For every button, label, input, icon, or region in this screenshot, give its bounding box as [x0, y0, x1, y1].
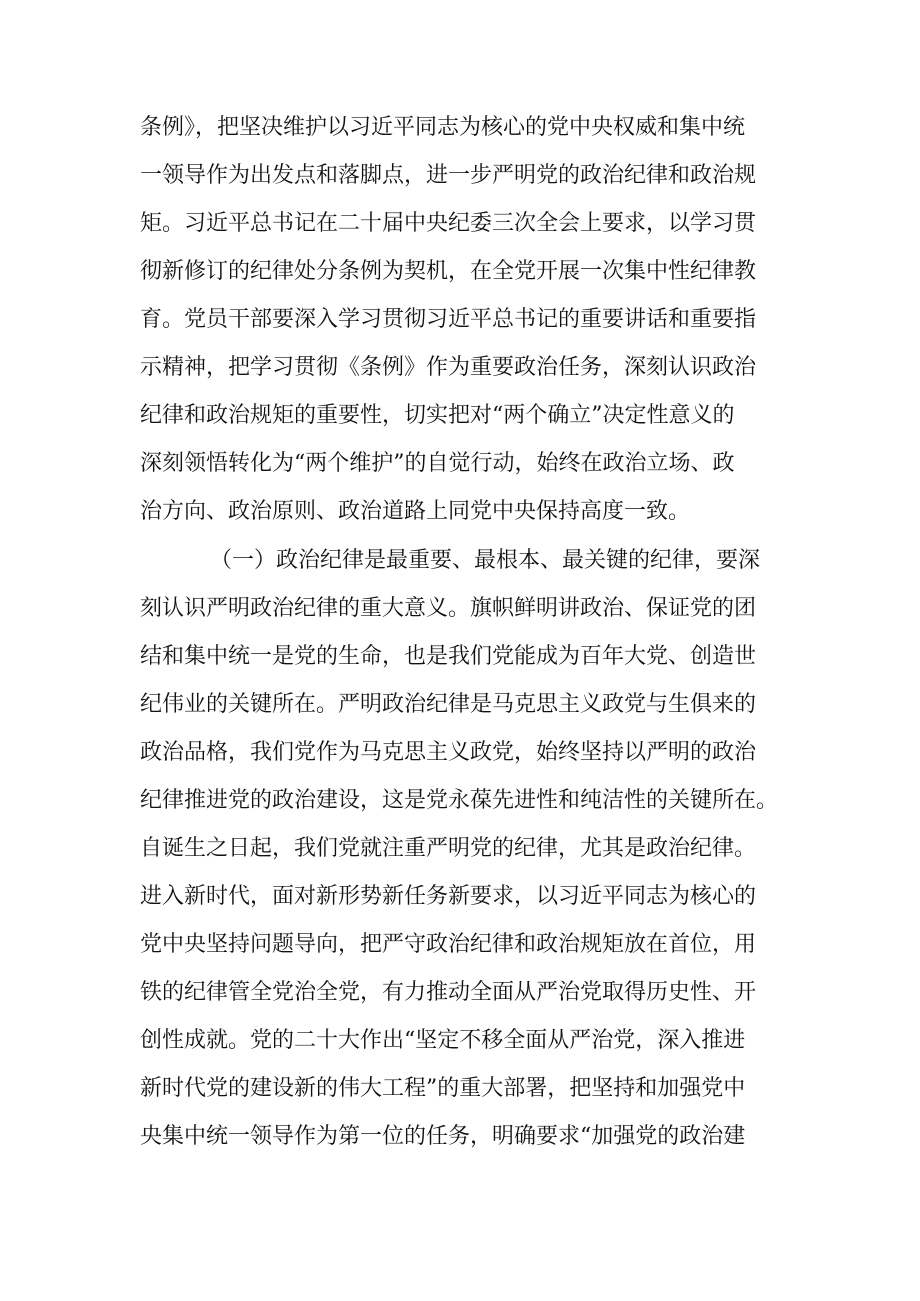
section-heading-line: （一）政治纪律是最重要、最根本、最关键的纪律，要深	[210, 548, 761, 573]
text-line: 矩。习近平总书记在二十届中央纪委三次全会上要求，以学习贯	[140, 211, 757, 236]
text-line: 纪律推进党的政治建设，这是党永葆先进性和纯洁性的关键所在。	[140, 788, 779, 813]
text-line: 进入新时代，面对新形势新任务新要求，以习近平同志为核心的	[140, 884, 757, 909]
text-line: 育。党员干部要深入学习贯彻习近平总书记的重要讲话和重要指	[140, 307, 757, 332]
text-line: 政治品格，我们党作为马克思主义政党，始终坚持以严明的政治	[140, 740, 757, 765]
text-line: 一领导作为出发点和落脚点，进一步严明党的政治纪律和政治规	[140, 163, 757, 188]
text-line: 治方向、政治原则、政治道路上同党中央保持高度一致。	[140, 499, 691, 524]
text-line: 纪律和政治规矩的重要性，切实把对“两个确立”决定性意义的	[140, 403, 735, 428]
text-line: 自诞生之日起，我们党就注重严明党的纪律，尤其是政治纪律。	[140, 836, 757, 861]
text-line: 条例》，把坚决维护以习近平同志为核心的党中央权威和集中统	[140, 115, 746, 140]
text-line: 彻新修订的纪律处分条例为契机，在全党开展一次集中性纪律教	[140, 259, 757, 284]
text-line: 创性成就。党的二十大作出“坚定不移全面从严治党，深入推进	[140, 1028, 746, 1053]
text-line: 刻认识严明政治纪律的重大意义。旗帜鲜明讲政治、保证党的团	[140, 596, 757, 621]
text-line: 铁的纪律管全党治全党，有力推动全面从严治党取得历史性、开	[140, 980, 757, 1005]
text-line: 深刻领悟转化为“两个维护”的自觉行动，始终在政治立场、政	[140, 451, 735, 476]
text-line: 新时代党的建设新的伟大工程”的重大部署，把坚持和加强党中	[140, 1076, 746, 1101]
text-line: 党中央坚持问题导向，把严守政治纪律和政治规矩放在首位，用	[140, 932, 757, 957]
text-line: 纪伟业的关键所在。严明政治纪律是马克思主义政党与生俱来的	[140, 692, 757, 717]
text-line: 示精神，把学习贯彻《条例》作为重要政治任务，深刻认识政治	[140, 355, 757, 380]
text-line: 结和集中统一是党的生命，也是我们党能成为百年大党、创造世	[140, 644, 757, 669]
text-line: 央集中统一领导作为第一位的任务，明确要求“加强党的政治建	[140, 1124, 746, 1149]
